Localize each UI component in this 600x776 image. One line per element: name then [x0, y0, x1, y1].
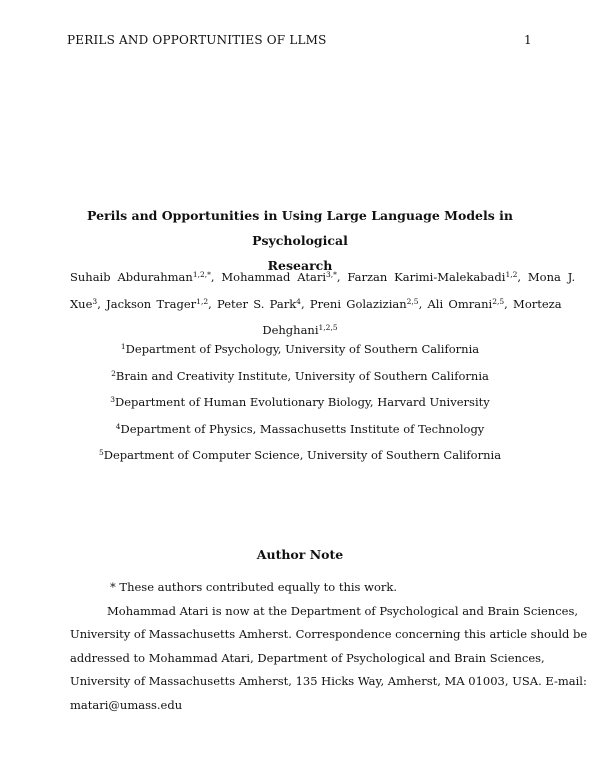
author-line: Xue$^3$, Jackson Trager$^{1,2}$, Peter S. Park$^4$, Preni Golazizian$^{2,5}$, Ali Omrani$^{2,5}$, Morteza [70, 296, 562, 311]
equal-contribution-note: * These authors contributed equally to this work. [110, 580, 397, 594]
author-name-part: Xue [70, 296, 93, 311]
author-superscript: 3,* [326, 270, 337, 279]
author-note-body [70, 576, 588, 717]
author-name: Preni Golazizian [309, 296, 407, 311]
author-name: Mohammad Atari [221, 270, 326, 284]
author-superscript: 2,5 [492, 296, 505, 306]
author-superscript: 1,2 [196, 296, 209, 306]
note-line: University of Massachusetts Amherst. Correspondence concerning this article should be [70, 627, 588, 641]
note-line: addressed to Mohammad Atari, Department of Psychological and Brain Sciences, [70, 650, 545, 665]
author-note-heading: Author Note [256, 547, 344, 562]
author-superscript: 4 [296, 296, 301, 306]
author-name-part: Dehghani [262, 323, 319, 337]
title-line: Perils and Opportunities in Using Large Language Models in Psychological [87, 208, 513, 248]
affiliation-list [60, 335, 540, 468]
author-superscript: 1,2 [505, 270, 518, 279]
author-list [70, 263, 576, 343]
affiliation: $^3$Department of Human Evolutionary Biology, Harvard University [110, 395, 490, 409]
title-line: Research [267, 258, 333, 273]
author-name-part: Mona J. [527, 270, 576, 284]
author-superscript: 1,2,5 [318, 323, 338, 332]
author-line: Suhaib Abdurahman$^{1,2,*}$, Mohammad Atari$^{3,*}$, Farzan Karimi-Malekabadi$^{1,2}$, Mona J. [70, 270, 576, 284]
page-number: 1 [524, 33, 532, 47]
author-name: Peter S. Park [217, 296, 297, 311]
affiliation: $^2$Brain and Creativity Institute, University of Southern California [111, 368, 489, 383]
author-name-part: Morteza [513, 296, 562, 311]
running-head: PERILS AND OPPORTUNITIES OF LLMS [67, 33, 327, 47]
author-superscript: 1,2,* [192, 270, 211, 279]
author-superscript: 2,5 [406, 296, 419, 306]
author-name: Suhaib Abdurahman [70, 270, 193, 284]
note-line: Mohammad Atari is now at the Department of Psychological and Brain Sciences, [107, 603, 579, 618]
author-superscript: 3 [92, 296, 98, 306]
author-name: Farzan Karimi-Malekabadi [347, 270, 506, 284]
email-line[interactable]: matari@umass.edu [70, 697, 183, 712]
author-name: Jackson Trager [106, 296, 197, 311]
author-name: Ali Omrani [427, 296, 493, 311]
affiliation: $^4$Department of Physics, Massachusetts Institute of Technology [115, 421, 485, 436]
affiliation: $^1$Department of Psychology, University of Southern California [120, 342, 480, 356]
affiliation: $^5$Department of Computer Science, University of Southern California [98, 448, 502, 462]
note-line: University of Massachusetts Amherst, 135 Hicks Way, Amherst, MA 01003, USA. E-mail: [70, 674, 587, 688]
